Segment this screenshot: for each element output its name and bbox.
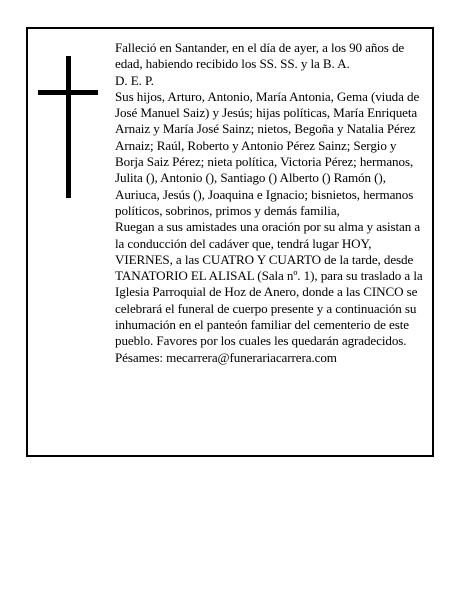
obituary-notice: [26, 27, 434, 457]
condolences-contact: Pésames: mecarrera@funerariacarrera.com: [115, 349, 337, 365]
funeral-details: Ruegan a sus amistades una oración por su alma y asistan a la conducción del cadáver que, tendrá lugar HOY, VIERNES, a las CUATRO Y CUARTO de la tarde, desde TANATORIO EL ALISAL (Sala nº. 1), para su traslado a la Iglesia Parroquial de Hoz de Anero, donde a las CINCO se celebrará el funeral de cuerpo presente y a continuación su inhumación en el panteón familiar del cementerio de este pueblo. Favores por los cuales les quedarán agradecidos.: [115, 219, 423, 349]
family-list: Sus hijos, Arturo, Antonio, María Antonia, Gema (viuda de José Manuel Saiz) y Jesús; hijas políticas, María Enriqueta Arnaiz y María José Sainz; nietos, Begoña y Natalia Pérez Arnaiz; Raúl, Roberto y Antonio Pérez Sainz; Sergio y Borja Saiz Pérez; nieta política, Victoria Pérez; hermanos, Julita (), Antonio (), Santiago () Alberto () Ramón (), Auriuca, Jesús (), Joaquina e Ignacio; bisnietos, hermanos políticos, sobrinos, primos y demás familia,: [115, 88, 420, 218]
notice-text: [115, 40, 427, 366]
rest-in-peace: D. E. P.: [115, 72, 154, 88]
cross-icon: [38, 56, 98, 198]
cross-horizontal-bar: [38, 90, 98, 95]
death-announcement: Falleció en Santander, en el día de ayer, a los 90 años de edad, habiendo recibido los SS. SS. y la B. A.: [115, 40, 405, 72]
cross-vertical-bar: [66, 56, 71, 198]
